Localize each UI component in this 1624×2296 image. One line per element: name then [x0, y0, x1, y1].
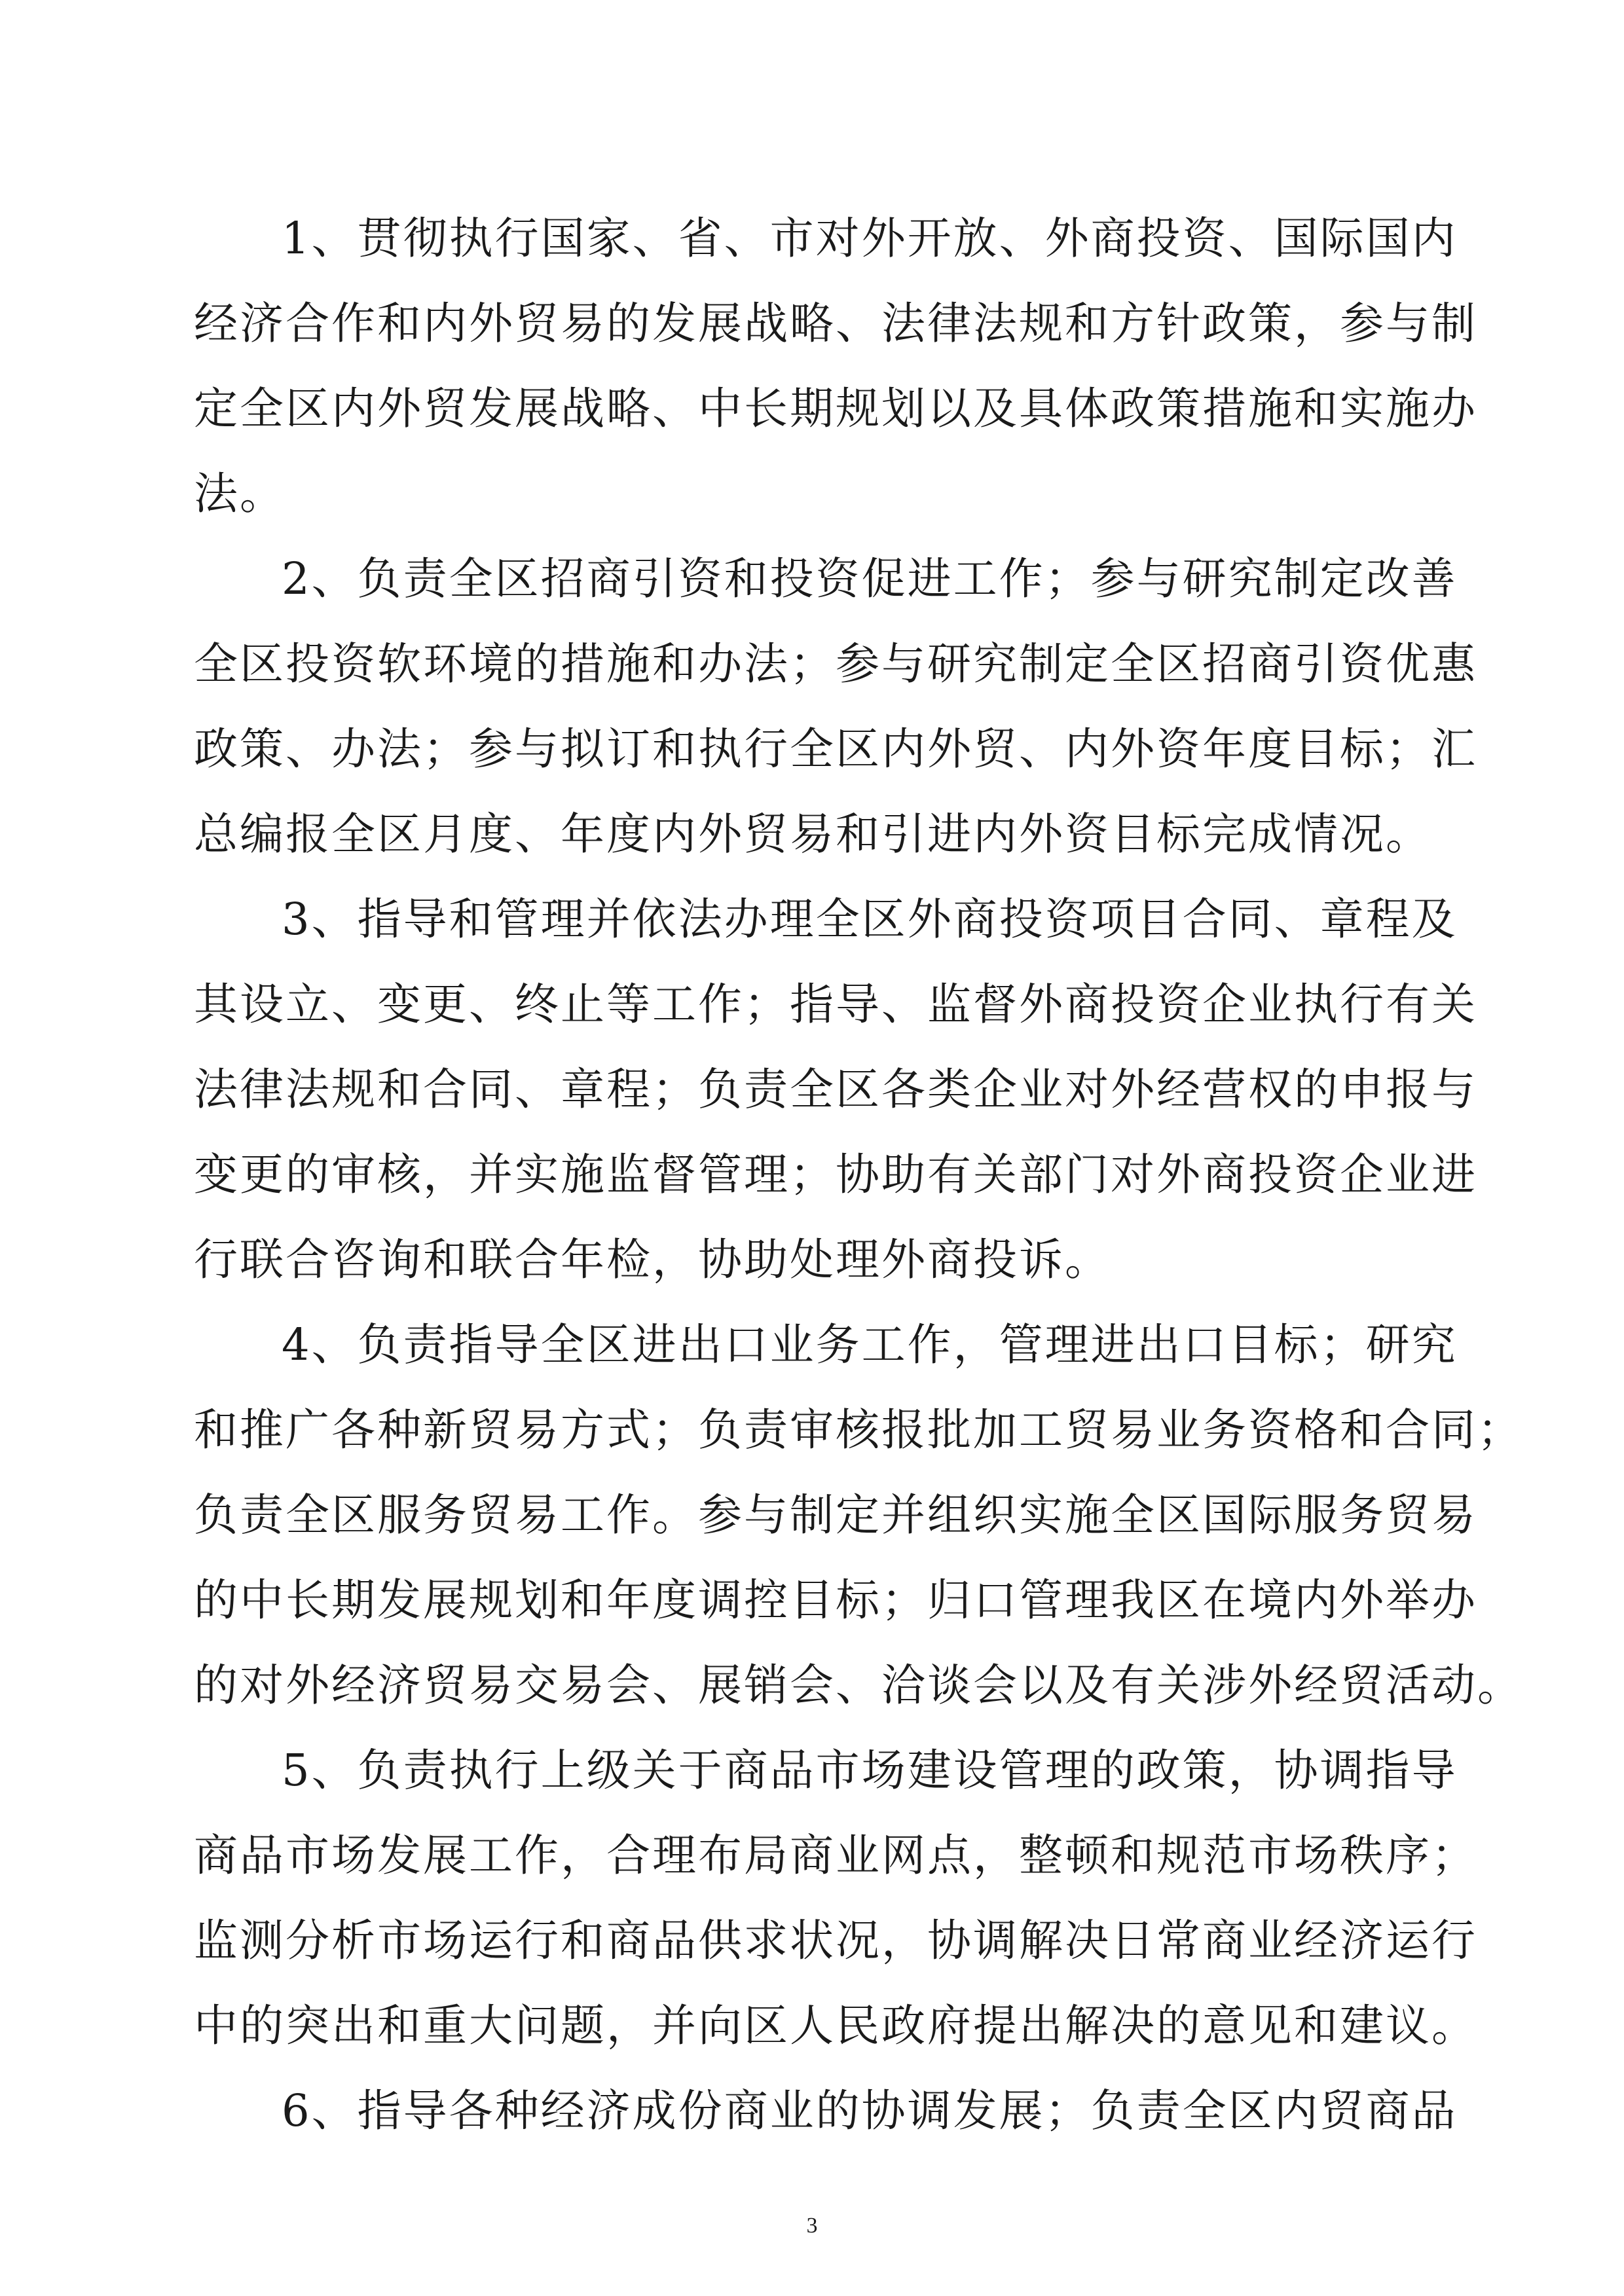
text-line-22: 中的突出和重大问题，并向区人民政府提出解决的意见和建议。	[194, 2000, 1477, 2051]
text-line-2: 经济合作和内外贸易的发展战略、法律法规和方针政策，参与制	[194, 298, 1477, 349]
page-number: 3	[806, 2214, 818, 2238]
text-line-13: 行联合咨询和联合年检，协助处理外商投诉。	[194, 1234, 1111, 1285]
text-line-16: 负责全区服务贸易工作。参与制定并组织实施全区国际服务贸易	[194, 1489, 1477, 1540]
text-line-10: 其设立、变更、终止等工作；指导、监督外商投资企业执行有关	[194, 979, 1477, 1030]
text-line-19: 5、负责执行上级关于商品市场建设管理的政策，协调指导	[282, 1745, 1458, 1796]
text-line-3: 定全区内外贸发展战略、中长期规划以及具体政策措施和实施办	[194, 383, 1477, 434]
text-line-15: 和推广各种新贸易方式；负责审核报批加工贸易业务资格和合同；	[194, 1404, 1523, 1455]
text-line-1: 1、贯彻执行国家、省、市对外开放、外商投资、国际国内	[282, 213, 1458, 264]
text-line-11: 法律法规和合同、章程；负责全区各类企业对外经营权的申报与	[194, 1064, 1477, 1115]
text-line-12: 变更的审核，并实施监督管理；协助有关部门对外商投资企业进	[194, 1149, 1477, 1200]
text-line-18: 的对外经济贸易交易会、展销会、洽谈会以及有关涉外经贸活动。	[194, 1660, 1523, 1711]
text-line-23: 6、指导各种经济成份商业的协调发展；负责全区内贸商品	[282, 2085, 1458, 2136]
text-line-17: 的中长期发展规划和年度调控目标；归口管理我区在境内外举办	[194, 1575, 1477, 1626]
text-line-20: 商品市场发展工作，合理布局商业网点，整顿和规范市场秩序；	[194, 1830, 1477, 1881]
text-line-14: 4、负责指导全区进出口业务工作，管理进出口目标；研究	[282, 1319, 1458, 1370]
text-line-7: 政策、办法；参与拟订和执行全区内外贸、内外资年度目标；汇	[194, 723, 1477, 774]
text-line-9: 3、指导和管理并依法办理全区外商投资项目合同、章程及	[282, 894, 1458, 945]
text-line-5: 2、负责全区招商引资和投资促进工作；参与研究制定改善	[282, 553, 1458, 604]
text-line-21: 监测分析市场运行和商品供求状况，协调解决日常商业经济运行	[194, 1915, 1477, 1966]
text-line-4: 法。	[194, 468, 286, 519]
text-line-8: 总编报全区月度、年度内外贸易和引进内外资目标完成情况。	[194, 809, 1431, 860]
text-line-6: 全区投资软环境的措施和办法；参与研究制定全区招商引资优惠	[194, 638, 1477, 689]
